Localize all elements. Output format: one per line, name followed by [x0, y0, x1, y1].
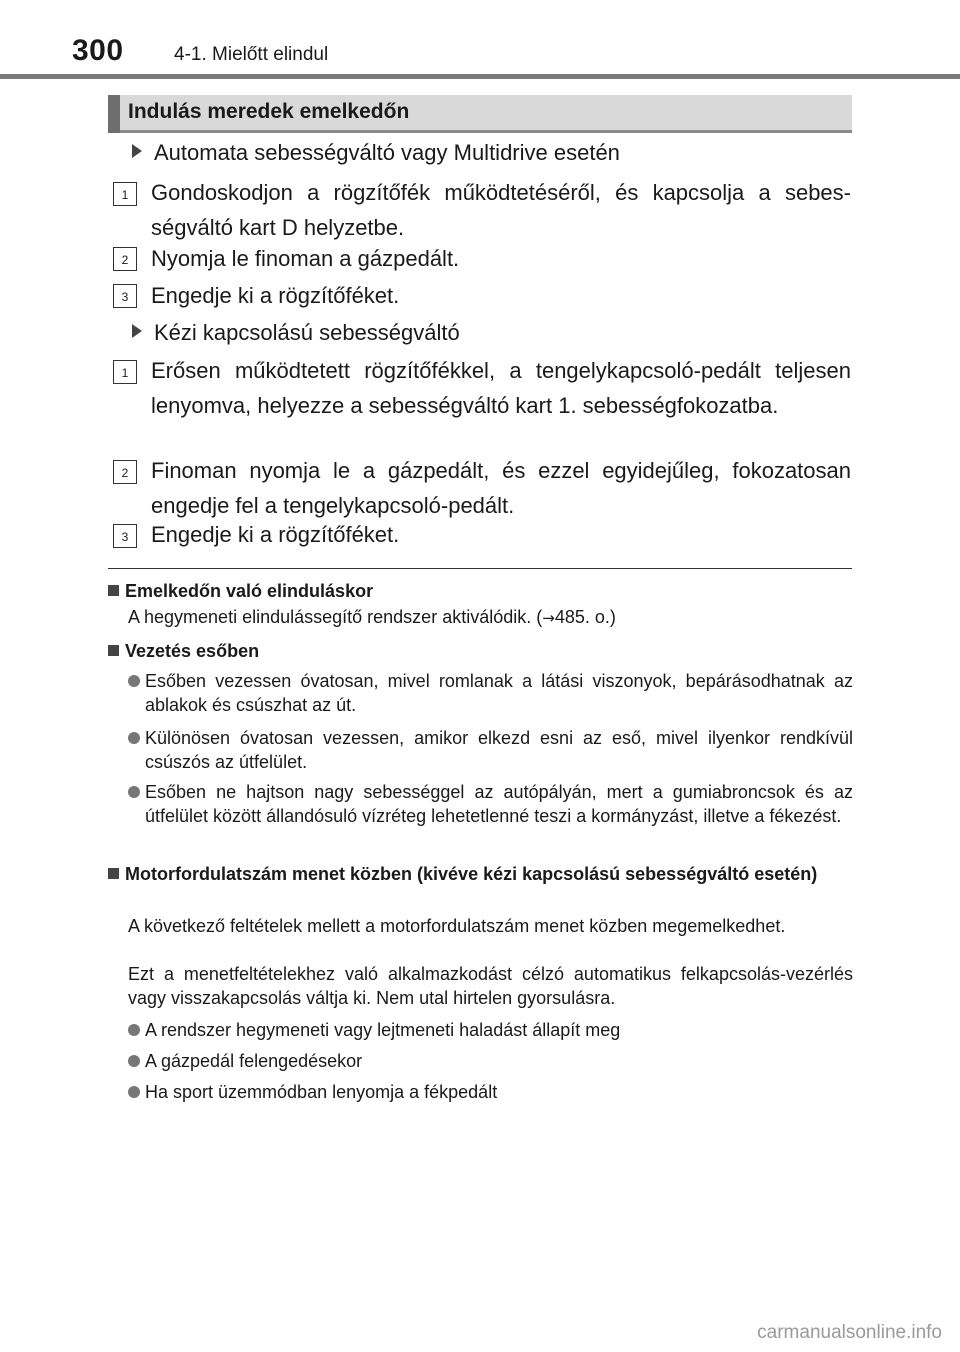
- step-number: 1: [113, 182, 137, 206]
- step-text: Gondoskodjon a rögzítőfék működtetéséről, és kapcsolja a sebességváltó kart D helyzetbe.: [151, 180, 851, 240]
- manual-subtitle-text: Kézi kapcsolású sebességváltó: [154, 320, 460, 345]
- circle-bullet-icon: [128, 786, 140, 798]
- step-number: 1: [113, 360, 137, 384]
- step-text: Finoman nyomja le a gázpedált, és ezzel egyidejűleg, fokozatosan engedje fel a tengelykapcsoló-pedált.: [151, 458, 851, 518]
- note-body-uphill: A hegymeneti elindulássegítő rendszer aktiválódik. (→485. o.): [128, 607, 616, 627]
- square-bullet-icon: [108, 645, 119, 656]
- footer-watermark: carmanualsonline.info: [757, 1322, 942, 1343]
- list-item: Esőben vezessen óvatosan, mivel romlanak a látási viszonyok, bepárásodhatnak az ablakok és csúszhat az út.: [128, 669, 853, 717]
- step-text: Engedje ki a rögzítőféket.: [151, 522, 400, 547]
- list-item: A gázpedál felengedésekor: [128, 1049, 853, 1073]
- step-text: Nyomja le finoman a gázpedált.: [151, 246, 460, 271]
- triangle-bullet-icon: [132, 324, 142, 338]
- circle-bullet-icon: [128, 675, 140, 687]
- circle-bullet-icon: [128, 1086, 140, 1098]
- note-heading-rain: Vezetés esőben: [108, 639, 853, 663]
- page-ref-arrow-icon: →: [542, 609, 555, 627]
- list-item: Esőben ne hajtson nagy sebességgel az autópályán, mert a gumiabroncsok és az útfelület között állandósuló vízréteg lehetetlenné teszi a kormányzást, illetve a fékezést.: [128, 780, 853, 828]
- section-heading: [108, 95, 852, 133]
- note-body-rpm-2: Ezt a menetfeltételekhez való alkalmazkodást célzó automatikus felkapcsolás-vezérlés vagy visszakapcsolás váltja ki. Nem utal hirtelen gyorsulásra.: [128, 964, 853, 1008]
- chapter-title: 4-1. Mielőtt elindul: [174, 44, 329, 65]
- automatic-subtitle-text: Automata sebességváltó vagy Multidrive esetén: [154, 140, 620, 165]
- list-item: Ha sport üzemmódban lenyomja a fékpedált: [128, 1080, 853, 1104]
- section-accent: [108, 95, 120, 133]
- square-bullet-icon: [108, 868, 119, 879]
- circle-bullet-icon: [128, 732, 140, 744]
- circle-bullet-icon: [128, 1055, 140, 1067]
- list-item: A rendszer hegymeneti vagy lejtmeneti haladást állapít meg: [128, 1018, 853, 1042]
- page-header: [0, 0, 960, 80]
- step-number: 3: [113, 284, 137, 308]
- circle-bullet-icon: [128, 1024, 140, 1036]
- triangle-bullet-icon: [132, 144, 142, 158]
- note-heading-uphill: Emelkedőn való elinduláskor: [108, 579, 853, 603]
- note-heading-rpm: Motorfordulatszám menet közben (kivéve kézi kapcsolású sebességváltó esetén): [108, 862, 853, 886]
- step-number: 3: [113, 524, 137, 548]
- list-item: Különösen óvatosan vezessen, amikor elkezd esni az eső, mivel ilyenkor rendkívül csúszós az útfelület.: [128, 726, 853, 774]
- page-number: 300: [72, 34, 124, 67]
- manual-subtitle: [132, 320, 460, 346]
- header-rule: [0, 74, 960, 79]
- step-text: Erősen működtetett rögzítőfékkel, a tengelykapcsoló-pedált teljesen lenyomva, helyezze a sebességváltó kart 1. sebességfokozatba.: [151, 358, 851, 418]
- step-text: Engedje ki a rögzítőféket.: [151, 283, 400, 308]
- square-bullet-icon: [108, 585, 119, 596]
- step-number: 2: [113, 247, 137, 271]
- automatic-subtitle: [132, 140, 620, 166]
- section-divider: [108, 568, 852, 569]
- step-number: 2: [113, 460, 137, 484]
- note-body-rpm-1: A következő feltételek mellett a motorfordulatszám menet közben megemelkedhet.: [128, 916, 786, 936]
- section-title: Indulás meredek emelkedőn: [128, 100, 410, 123]
